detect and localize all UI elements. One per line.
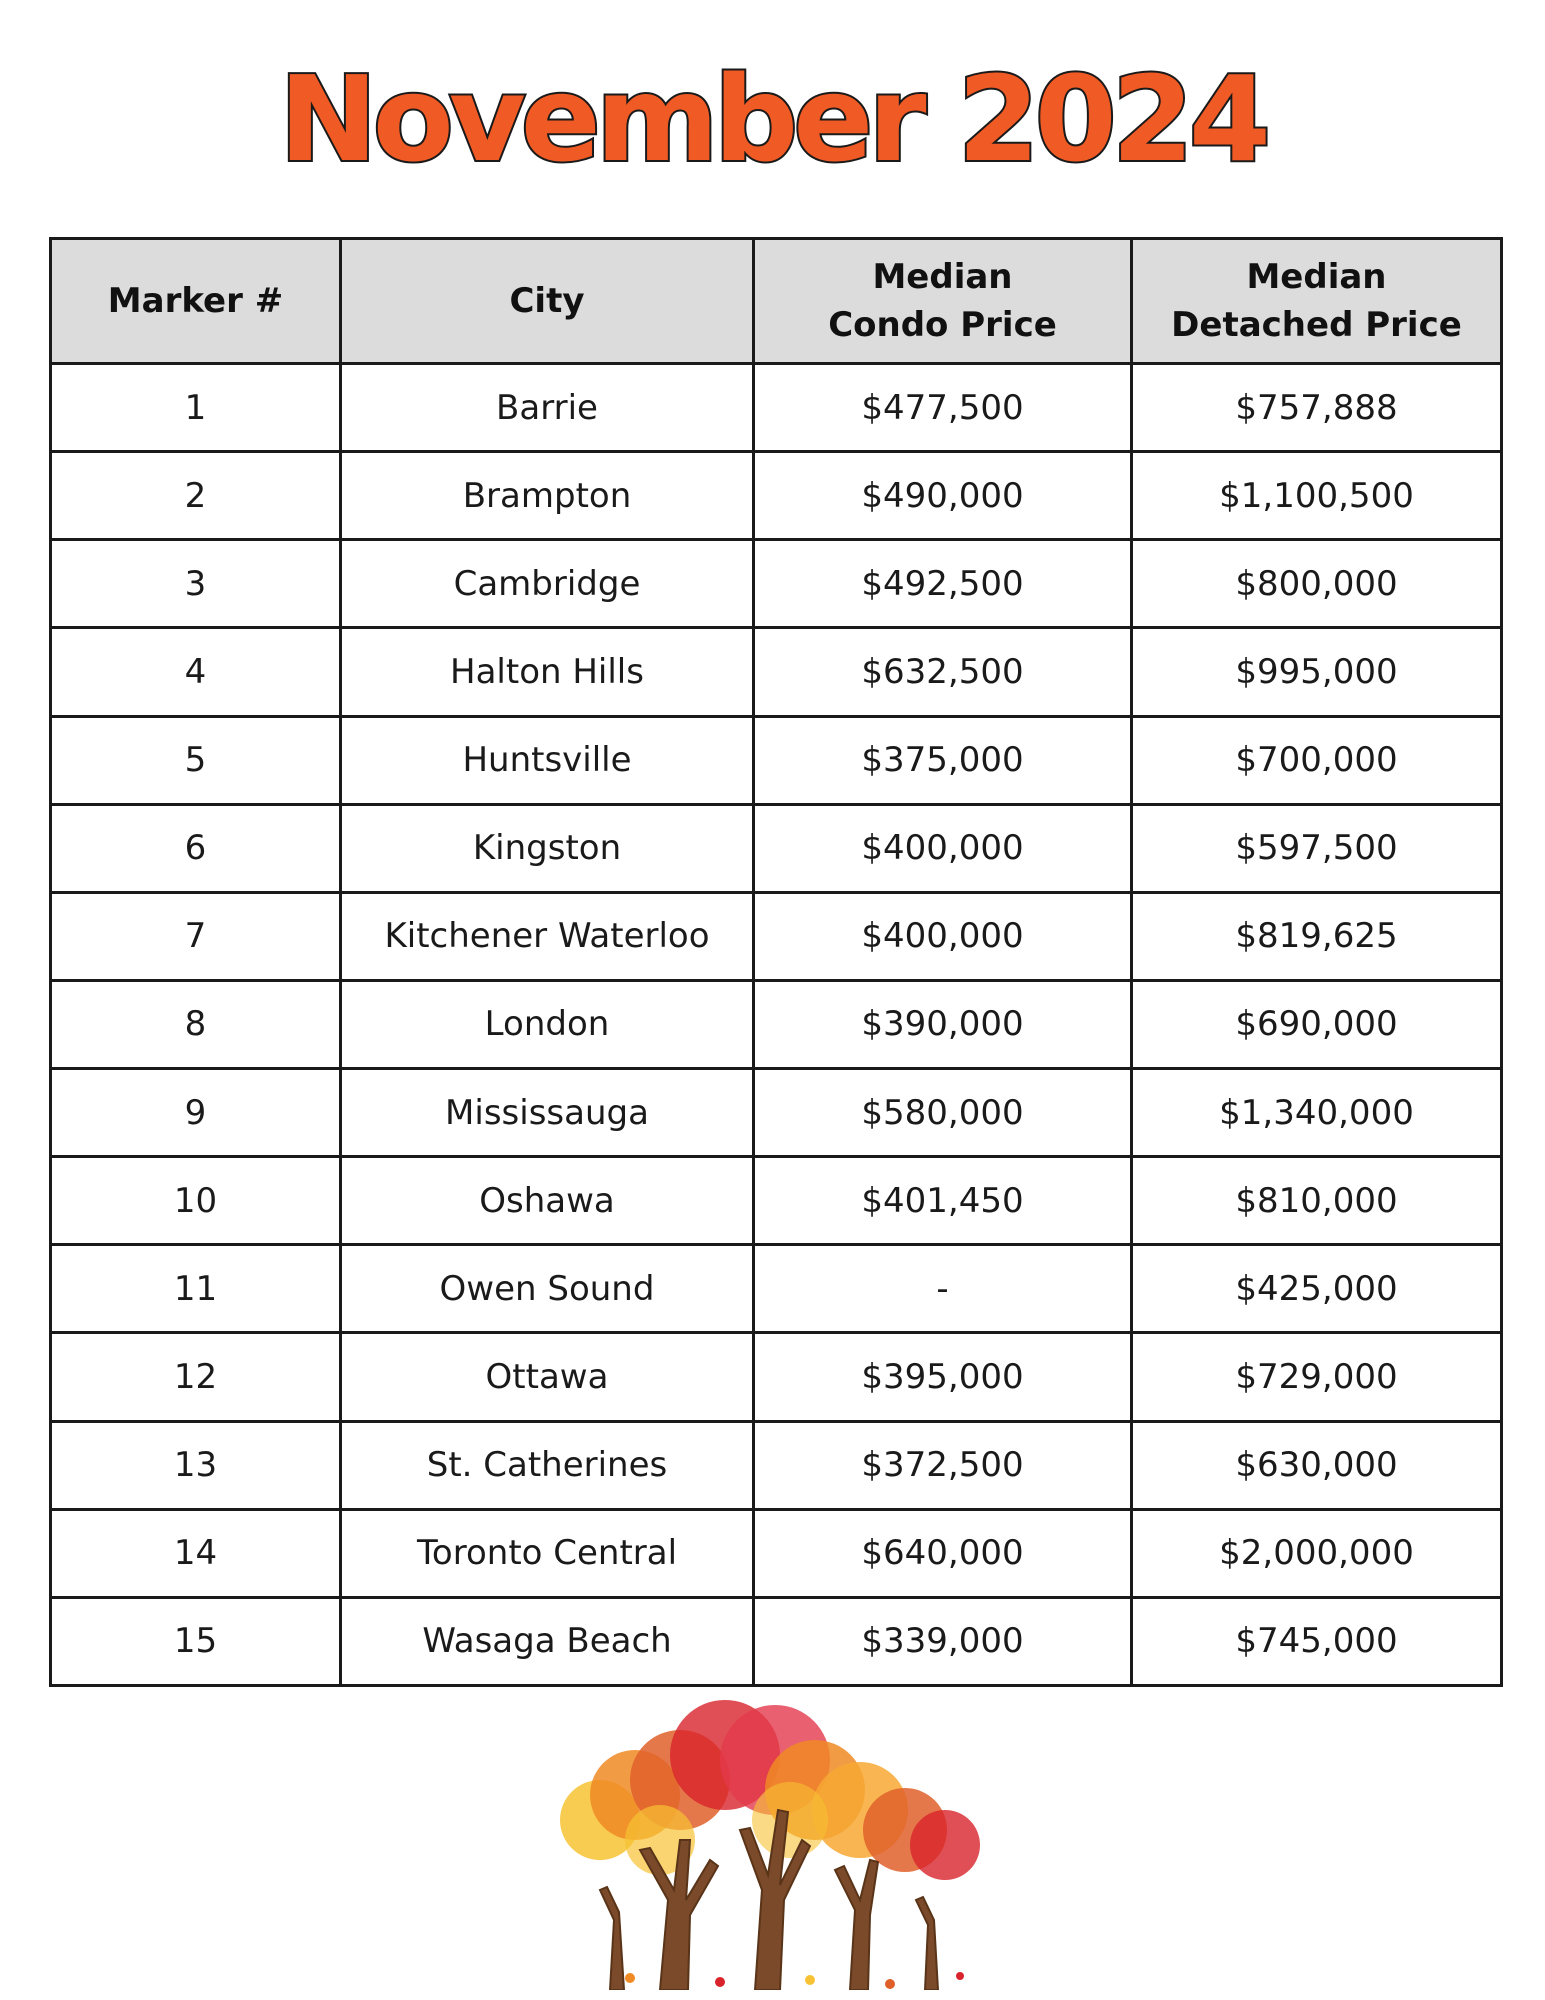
- cell-condo-price: $339,000: [754, 1597, 1132, 1685]
- table-row: [51, 716, 1502, 804]
- cell-city: Oshawa: [341, 1157, 754, 1245]
- tree-canopies: [560, 1700, 980, 1880]
- cell-condo-price: $400,000: [754, 892, 1132, 980]
- cell-detached-price: $700,000: [1132, 716, 1502, 804]
- page-title: November 2024: [279, 50, 1266, 188]
- cell-city: Brampton: [341, 452, 754, 540]
- cell-detached-price: $425,000: [1132, 1245, 1502, 1333]
- cell-condo-price: -: [754, 1245, 1132, 1333]
- cell-condo-price: $395,000: [754, 1333, 1132, 1421]
- cell-city: Huntsville: [341, 716, 754, 804]
- cell-condo-price: $390,000: [754, 980, 1132, 1068]
- table-row: [51, 364, 1502, 452]
- cell-marker: 7: [51, 892, 341, 980]
- table-row: [51, 1069, 1502, 1157]
- price-table: [49, 237, 1503, 1687]
- table-row: [51, 804, 1502, 892]
- cell-detached-price: $1,340,000: [1132, 1069, 1502, 1157]
- cell-city: Kingston: [341, 804, 754, 892]
- table-row: [51, 540, 1502, 628]
- cell-city: Toronto Central: [341, 1509, 754, 1597]
- cell-condo-price: $580,000: [754, 1069, 1132, 1157]
- cell-detached-price: $757,888: [1132, 364, 1502, 452]
- cell-condo-price: $400,000: [754, 804, 1132, 892]
- table-row: [51, 1597, 1502, 1685]
- cell-condo-price: $372,500: [754, 1421, 1132, 1509]
- cell-city: London: [341, 980, 754, 1068]
- table-row: [51, 1333, 1502, 1421]
- table-row: [51, 980, 1502, 1068]
- header-city: City: [341, 239, 754, 364]
- cell-detached-price: $729,000: [1132, 1333, 1502, 1421]
- cell-detached-price: $2,000,000: [1132, 1509, 1502, 1597]
- table-row: [51, 1245, 1502, 1333]
- table-row: [51, 892, 1502, 980]
- cell-detached-price: $1,100,500: [1132, 452, 1502, 540]
- table-row: [51, 628, 1502, 716]
- cell-city: Wasaga Beach: [341, 1597, 754, 1685]
- cell-detached-price: $810,000: [1132, 1157, 1502, 1245]
- cell-city: Kitchener Waterloo: [341, 892, 754, 980]
- cell-detached-price: $597,500: [1132, 804, 1502, 892]
- table-row: [51, 1509, 1502, 1597]
- cell-detached-price: $630,000: [1132, 1421, 1502, 1509]
- cell-marker: 1: [51, 364, 341, 452]
- cell-city: Owen Sound: [341, 1245, 754, 1333]
- cell-city: Mississauga: [341, 1069, 754, 1157]
- cell-city: Cambridge: [341, 540, 754, 628]
- table-row: [51, 1421, 1502, 1509]
- cell-marker: 13: [51, 1421, 341, 1509]
- header-detached-price: [1132, 239, 1502, 364]
- cell-condo-price: $632,500: [754, 628, 1132, 716]
- cell-marker: 8: [51, 980, 341, 1068]
- cell-city: Ottawa: [341, 1333, 754, 1421]
- cell-marker: 9: [51, 1069, 341, 1157]
- cell-marker: 2: [51, 452, 341, 540]
- cell-marker: 10: [51, 1157, 341, 1245]
- cell-marker: 15: [51, 1597, 341, 1685]
- cell-condo-price: $401,450: [754, 1157, 1132, 1245]
- header-condo-line2: Condo Price: [828, 305, 1057, 345]
- cell-detached-price: $800,000: [1132, 540, 1502, 628]
- cell-marker: 3: [51, 540, 341, 628]
- cell-condo-price: $492,500: [754, 540, 1132, 628]
- cell-condo-price: $490,000: [754, 452, 1132, 540]
- header-marker: Marker #: [51, 239, 341, 364]
- cell-marker: 12: [51, 1333, 341, 1421]
- table-row: [51, 452, 1502, 540]
- cell-city: Barrie: [341, 364, 754, 452]
- cell-detached-price: $745,000: [1132, 1597, 1502, 1685]
- header-condo-line1: Median: [872, 257, 1013, 297]
- cell-city: St. Catherines: [341, 1421, 754, 1509]
- header-condo-price: [754, 239, 1132, 364]
- cell-condo-price: $640,000: [754, 1509, 1132, 1597]
- cell-marker: 14: [51, 1509, 341, 1597]
- cell-detached-price: $995,000: [1132, 628, 1502, 716]
- autumn-trees-icon: [540, 1700, 1000, 1990]
- table-row: [51, 1157, 1502, 1245]
- cell-marker: 5: [51, 716, 341, 804]
- cell-condo-price: $477,500: [754, 364, 1132, 452]
- header-detached-line1: Median: [1246, 257, 1387, 297]
- table-header-row: [51, 239, 1502, 364]
- cell-detached-price: $819,625: [1132, 892, 1502, 980]
- cell-city: Halton Hills: [341, 628, 754, 716]
- cell-condo-price: $375,000: [754, 716, 1132, 804]
- cell-marker: 4: [51, 628, 341, 716]
- cell-marker: 6: [51, 804, 341, 892]
- cell-marker: 11: [51, 1245, 341, 1333]
- header-detached-line2: Detached Price: [1171, 305, 1462, 345]
- cell-detached-price: $690,000: [1132, 980, 1502, 1068]
